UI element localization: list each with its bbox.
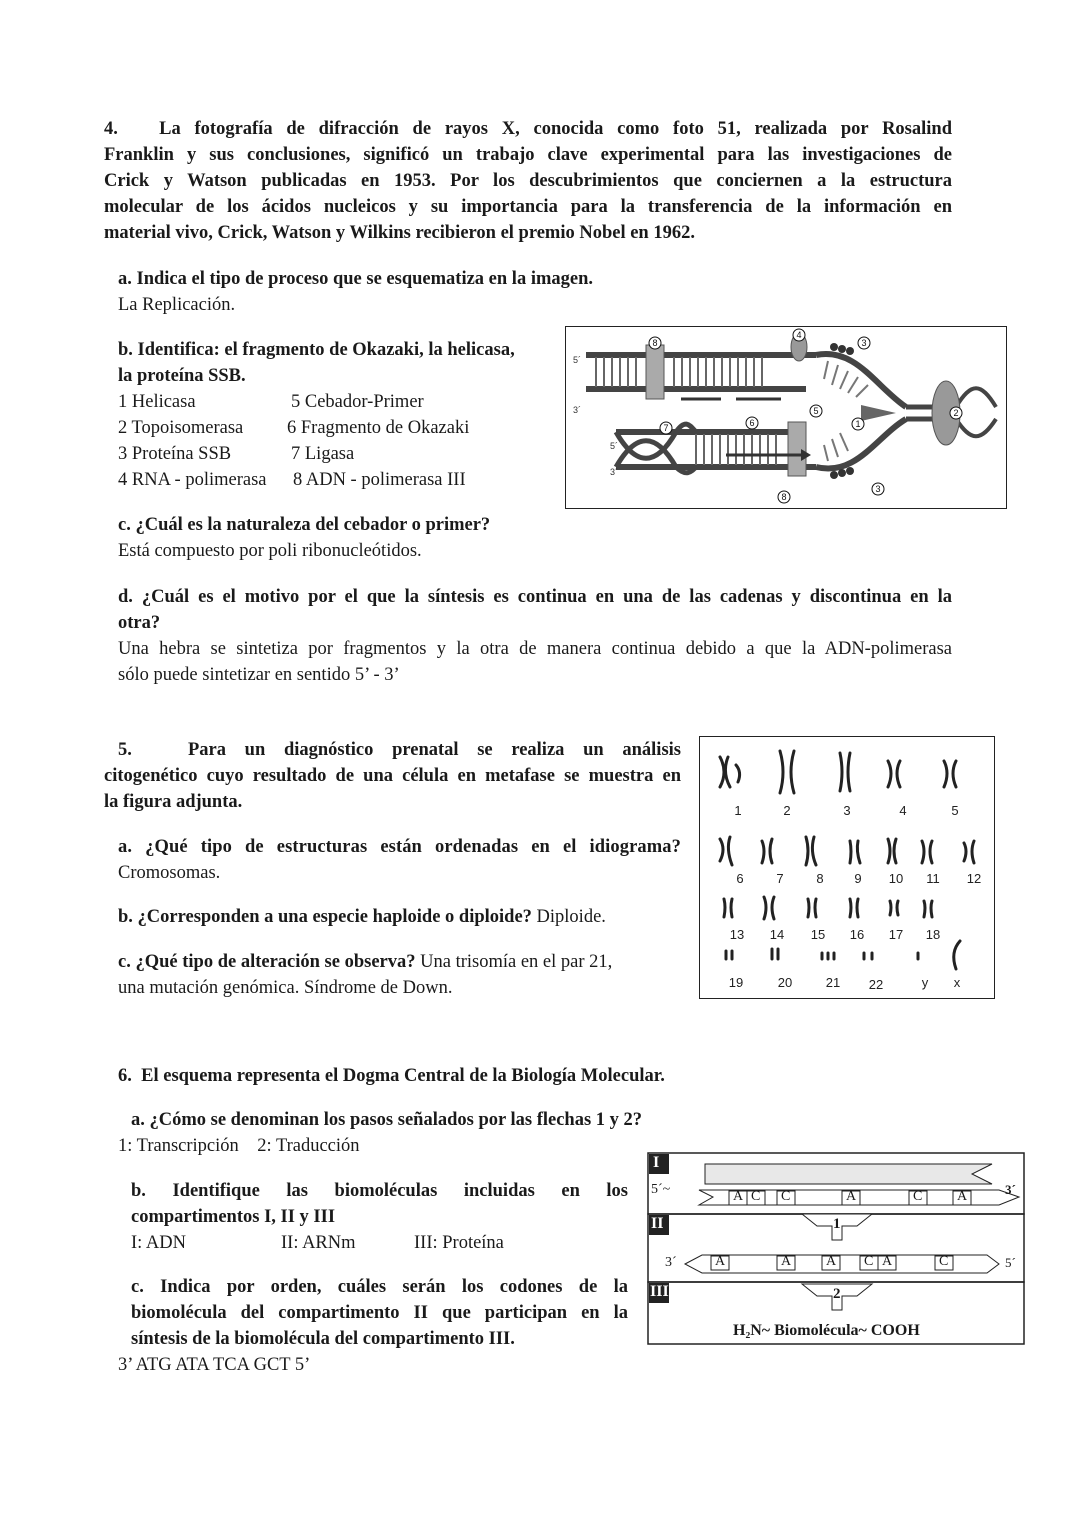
q4-b-item-4-right: 8 ADN - polimerasa III [293,470,466,490]
central-dogma-diagram [647,1152,1025,1345]
q4-b-item-3-left: 3 Proteína SSB [118,444,232,464]
label-5-top: 5´ [573,355,582,365]
q6-c-question-line-3: síntesis de la biomolécula del compartimento III. [131,1329,515,1349]
circle-2: 2 [953,408,959,418]
q4-a-question: a. Indica el tipo de proceso que se esquematiza en la imagen. [118,269,593,289]
mid-letter-4: C [864,1254,874,1269]
q5-b-question: b. ¿Corresponden a una especie haploide o diploide? [118,907,532,927]
q5-b-answer: Diploide. [531,907,606,927]
karyo-label-21: 21 [825,975,841,990]
karyo-label-4: 4 [899,803,907,818]
q6-c-question-line-1: c. Indica por orden, cuáles serán los codones de la [131,1277,628,1297]
q4-intro-line-1: 4. La fotografía de difracción de rayos X, conocida como foto 51, realizada por Rosalind [104,119,952,139]
label-5-bottom: 5´ [610,441,619,451]
q6-c-question-line-2: biomolécula del compartimento II que participan en la [131,1303,628,1323]
karyo-label-12: 12 [966,871,982,886]
q5-a-question-text: a. ¿Qué tipo de estructuras están ordenadas en el idiograma? [118,837,681,857]
end-5-top: 5´~ [651,1182,671,1197]
q4-c-answer: Está compuesto por poli ribonucleótidos. [118,541,422,561]
q6-title: 6. El esquema representa el Dogma Central de la Biología Molecular. [118,1066,665,1086]
mid-letter-5: A [882,1254,893,1269]
label-3-bottom: 3´ [610,467,619,477]
q4-b-item-1-left: 1 Helicasa [118,392,196,412]
q6-c-answer: 3’ ATG ATA TCA GCT 5’ [118,1355,311,1375]
q4-intro-line-5: material vivo, Crick, Watson y Wilkins recibieron el premio Nobel en 1962. [104,223,695,243]
comp-III-label: III [650,1283,669,1300]
karyotype-figure [699,736,995,999]
q5-intro-line-3: la figura adjunta. [104,792,243,812]
q5-b-line [118,904,606,930]
top-letter-3: C [781,1189,791,1204]
circle-1: 1 [855,419,861,429]
comp-I-label: I [653,1154,660,1171]
circle-3-top: 3 [861,338,867,348]
q4-intro-line-4: molecular de los ácidos nucleicos y su importancia para la transferencia de la información en [104,197,952,217]
q5-c-answer-2: una mutación genómica. Síndrome de Down. [118,978,453,998]
circle-7: 7 [663,423,669,433]
circle-6: 6 [749,418,755,428]
mid-letter-3: A [826,1254,837,1269]
top-letter-2: C [751,1189,761,1204]
q4-d-question-line-1: d. ¿Cuál es el motivo por el que la síntesis es continua en una de las cadenas y discontinua en la [118,587,952,607]
q4-intro-line-3: Crick y Watson publicadas en 1953. Por los descubrimientos que conciernen a la estructura [104,171,952,191]
q5-c-question: c. ¿Qué tipo de alteración se observa? [118,952,416,972]
top-letter-1: A [733,1189,744,1204]
karyo-label-17: 17 [888,927,904,942]
karyo-label-x: x [953,975,961,990]
protein-label: H₂N~ Biomolécula~ COOH [733,1322,920,1339]
end-3-mid: 3´ [665,1255,677,1270]
q5-a-answer: Cromosomas. [118,863,221,883]
central-dogma-figure [647,1152,1025,1345]
q6-b-question-line-2: compartimentos I, II y III [131,1207,336,1227]
karyo-label-7: 7 [776,871,784,886]
q4-d-question-line-2: otra? [118,613,161,633]
karyotype-chromosomes [700,737,994,998]
karyo-label-3: 3 [843,803,851,818]
q5-a-question [118,834,681,860]
q4-c-question: c. ¿Cuál es la naturaleza del cebador o primer? [118,515,491,535]
replication-figure [565,326,1007,509]
circle-4: 4 [796,330,802,340]
karyo-label-13: 13 [729,927,745,942]
karyo-label-9: 9 [854,871,862,886]
karyo-label-18: 18 [925,927,941,942]
circle-5: 5 [813,406,819,416]
karyo-label-2: 2 [783,803,791,818]
q5-c-line-1 [118,949,612,975]
mid-letter-1: A [715,1254,726,1269]
q5-c-answer-1: Una trisomía en el par 21, [415,952,613,972]
q4-d-answer-line-2: sólo puede sintetizar en sentido 5’ - 3’ [118,665,400,685]
circle-8-bottom: 8 [781,492,787,502]
arrow-2-label: 2 [833,1286,841,1302]
q5-intro-line-1: 5. Para un diagnóstico prenatal se realiza un análisis [118,740,681,760]
q6-a-question: a. ¿Cómo se denominan los pasos señalados por las flechas 1 y 2? [131,1110,643,1130]
karyo-label-11: 11 [926,871,940,886]
circle-8-top: 8 [652,338,658,348]
circle-3-bottom: 3 [875,484,881,494]
karyo-label-6: 6 [736,871,744,886]
karyo-label-8: 8 [816,871,824,886]
end-3-top: 3´ [1005,1182,1016,1197]
q4-b-question-line-2: la proteína SSB. [118,366,246,386]
q6-b-answer-1: I: ADN [131,1233,186,1253]
comp-II-label: II [651,1215,664,1232]
karyo-label-5: 5 [951,803,959,818]
arrow-1-label: 1 [833,1216,841,1232]
q4-b-item-2-right: 6 Fragmento de Okazaki [287,418,470,438]
q6-b-answer-2: II: ARNm [281,1233,356,1253]
karyo-label-1: 1 [734,803,742,818]
karyo-label-16: 16 [849,927,865,942]
karyo-label-19: 19 [728,975,744,990]
q4-b-item-3-right: 7 Ligasa [291,444,355,464]
q6-a-answer: 1: Transcripción 2: Traducción [118,1136,360,1156]
karyo-label-y: y [921,975,929,990]
mid-letter-6: C [939,1254,949,1269]
top-letter-6: A [957,1189,968,1204]
karyo-label-22: 22 [868,977,884,992]
q4-b-item-2-left: 2 Topoisomerasa [118,418,244,438]
q6-b-answer-3: III: Proteína [414,1233,504,1253]
q5-intro-line-2: citogenético cuyo resultado de una célula en metafase se muestra en [104,766,681,786]
karyo-label-20: 20 [777,975,793,990]
end-5-mid: 5´ [1005,1255,1016,1270]
karyo-label-15: 15 [810,927,826,942]
q4-intro-line-2: Franklin y sus conclusiones, significó un trabajo clave experimental para las investigaciones de [104,145,952,165]
q4-a-answer: La Replicación. [118,295,236,315]
label-3-top: 3´ [573,405,582,415]
karyo-label-10: 10 [888,871,904,886]
q4-b-item-1-right: 5 Cebador-Primer [291,392,424,412]
replication-diagram [566,327,1006,508]
q4-b-question-line-1: b. Identifica: el fragmento de Okazaki, la helicasa, [118,340,515,360]
q6-b-question-line-1: b. Identifique las biomoléculas incluidas en los [131,1181,628,1201]
top-letter-4: A [846,1189,857,1204]
q4-d-answer-line-1: Una hebra se sintetiza por fragmentos y la otra de manera continua debido a que la ADN-polimerasa [118,639,952,659]
karyo-label-14: 14 [769,927,785,942]
q4-b-item-4-left: 4 RNA - polimerasa [118,470,267,490]
q4-intro [104,116,952,246]
mid-letter-2: A [781,1254,792,1269]
top-letter-5: C [913,1189,923,1204]
